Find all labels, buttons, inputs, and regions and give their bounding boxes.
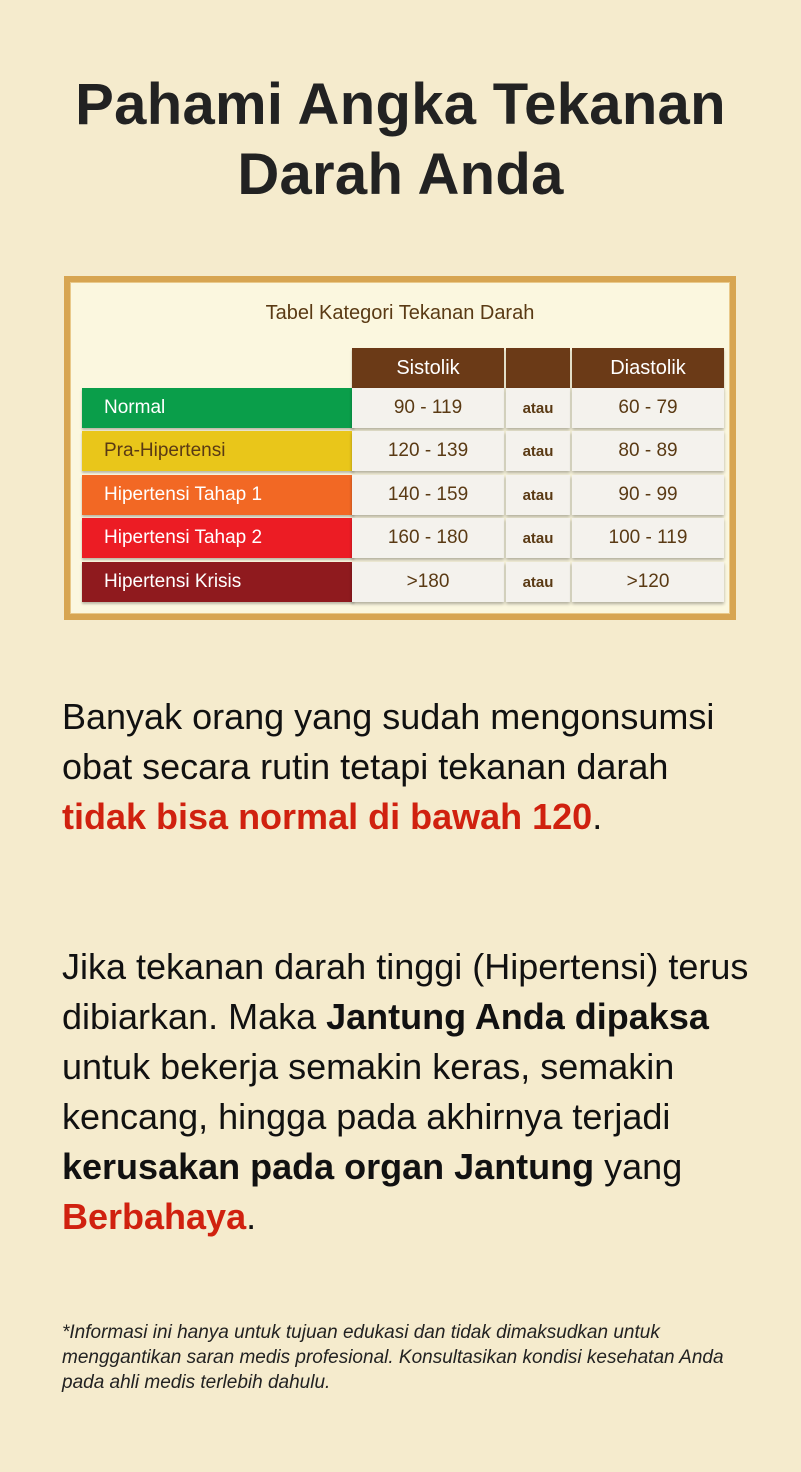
- diastolic-value: 60 - 79: [572, 388, 724, 428]
- header-systolic: Sistolik: [352, 348, 504, 388]
- paragraph-1-end: .: [592, 796, 603, 837]
- title-line-1: Pahami Angka Tekanan: [75, 72, 726, 137]
- paragraph-2-end: .: [246, 1196, 257, 1237]
- table-caption: Tabel Kategori Tekanan Darah: [265, 302, 535, 324]
- header-spacer: [506, 348, 570, 388]
- diastolic-value: 100 - 119: [572, 518, 724, 558]
- category-label: Pra-Hipertensi: [82, 431, 354, 471]
- diastolic-value: 80 - 89: [572, 431, 724, 471]
- table-row: [70, 562, 730, 602]
- category-label: Hipertensi Tahap 1: [82, 475, 354, 515]
- connector-text: atau: [506, 388, 570, 428]
- paragraph-2-highlight: Berbahaya: [62, 1196, 247, 1237]
- page-title: [0, 70, 801, 210]
- paragraph-1-text: Banyak orang yang sudah mengonsumsi obat secara rutin tetapi tekanan darah: [62, 696, 715, 787]
- systolic-value: 140 - 159: [352, 475, 504, 515]
- blood-pressure-table: [64, 276, 736, 620]
- title-line-2: Darah Anda: [237, 142, 564, 207]
- paragraph-2-text-c: yang: [594, 1146, 683, 1187]
- table-row: [70, 518, 730, 558]
- table-row: [70, 475, 730, 515]
- paragraph-2-text-a: Jika tekanan darah tinggi (Hipertensi) terus dibiarkan. Maka: [62, 946, 749, 1037]
- paragraph-2: [62, 942, 752, 1242]
- table-row: [70, 388, 730, 428]
- category-label: Hipertensi Krisis: [82, 562, 354, 602]
- connector-text: atau: [506, 475, 570, 515]
- systolic-value: 120 - 139: [352, 431, 504, 471]
- paragraph-1: [62, 692, 752, 842]
- category-label: Hipertensi Tahap 2: [82, 518, 354, 558]
- systolic-value: 160 - 180: [352, 518, 504, 558]
- systolic-value: >180: [352, 562, 504, 602]
- diastolic-value: >120: [572, 562, 724, 602]
- table-row: [70, 431, 730, 471]
- category-label: Normal: [82, 388, 354, 428]
- paragraph-1-highlight: tidak bisa normal di bawah 120: [62, 796, 593, 837]
- systolic-value: 90 - 119: [352, 388, 504, 428]
- disclaimer: *Informasi ini hanya untuk tujuan edukasi dan tidak dimaksudkan untuk menggantikan saran medis profesional. Konsultasikan kondisi kesehatan Anda pada ahli medis terlebih dahulu.: [62, 1322, 724, 1393]
- diastolic-value: 90 - 99: [572, 475, 724, 515]
- connector-text: atau: [506, 562, 570, 602]
- paragraph-2-bold-1: Jantung Anda dipaksa: [326, 996, 709, 1037]
- paragraph-2-text-b: untuk bekerja semakin keras, semakin kencang, hingga pada akhirnya terjadi: [62, 1046, 675, 1137]
- connector-text: atau: [506, 431, 570, 471]
- header-diastolic: Diastolik: [572, 348, 724, 388]
- paragraph-2-bold-2: kerusakan pada organ Jantung: [62, 1146, 595, 1187]
- connector-text: atau: [506, 518, 570, 558]
